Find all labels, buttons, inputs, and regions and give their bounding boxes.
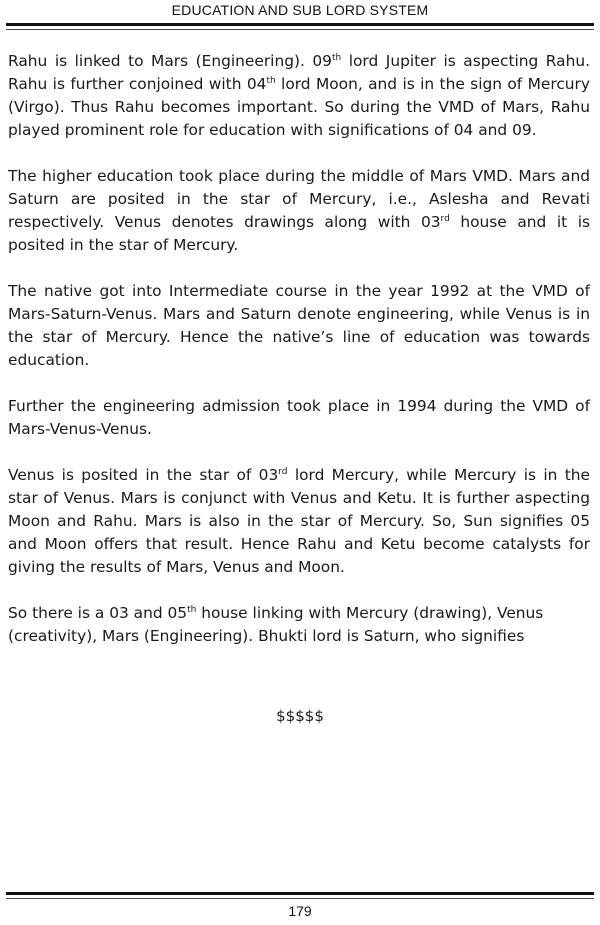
text-span: Further the engineering admission took place in 1994 during the VMD of Mars-Venus-Venus. bbox=[8, 397, 590, 438]
header-rule-thick bbox=[6, 23, 594, 26]
paragraph-house-linking bbox=[8, 602, 590, 648]
paragraph-higher-education bbox=[8, 165, 590, 257]
text-span: So there is a 03 and 05 bbox=[8, 604, 188, 622]
text-span: Venus is posited in the star of 03 bbox=[8, 466, 279, 484]
text-span: Rahu is linked to Mars (Engineering). 09 bbox=[8, 52, 332, 70]
text-span: lord Moon, and is in the sign of Mercury (Virgo). Thus Rahu becomes important. So during the VMD of Mars, Rahu played prominent role for education with significations of 04 and 09. bbox=[8, 75, 590, 139]
ordinal-superscript: th bbox=[266, 75, 276, 86]
section-end-mark: $$$$$ bbox=[276, 707, 324, 725]
running-header-title: EDUCATION AND SUB LORD SYSTEM bbox=[171, 2, 429, 18]
paragraph-intermediate-course bbox=[8, 280, 590, 372]
page-number: 179 bbox=[288, 903, 312, 919]
ordinal-superscript: th bbox=[331, 52, 342, 63]
paragraph-rahu-linked bbox=[8, 50, 590, 142]
paragraph-venus-posited bbox=[8, 464, 590, 579]
text-span: house and it is posited in the star of Mercury. bbox=[8, 213, 590, 254]
body-text bbox=[8, 50, 590, 671]
ordinal-superscript: th bbox=[187, 604, 197, 615]
footer-rule-thin bbox=[6, 898, 594, 899]
header-rule-thin bbox=[6, 29, 594, 30]
ordinal-superscript: rd bbox=[440, 213, 450, 224]
text-span: house linking with Mercury (drawing), Venus (creativity), Mars (Engineering). Bhukti lord is Saturn, who signifies bbox=[8, 604, 544, 645]
paragraph-engineering-admission bbox=[8, 395, 590, 441]
footer-rule-thick bbox=[6, 892, 594, 895]
text-span: lord Mercury, while Mercury is in the star of Venus. Mars is conjunct with Venus and Ketu. It is further aspecting Moon and Rahu. Mars is also in the star of Mercury. So, Sun signifies 05 and Moon offers that result. Hence Rahu and Ketu become catalysts for giving the results of Mars, Venus and Moon. bbox=[8, 466, 590, 576]
text-span: The native got into Intermediate course in the year 1992 at the VMD of Mars-Saturn-Venus. Mars and Saturn denote engineering, while Venus is in the star of Mercury. Hence the native’s line of education was towards education. bbox=[8, 282, 590, 369]
text-span: The higher education took place during the middle of Mars VMD. Mars and Saturn are posited in the star of Mercury, i.e., Aslesha and Revati respectively. Venus denotes drawings along with 03 bbox=[8, 167, 590, 231]
ordinal-superscript: rd bbox=[278, 466, 288, 477]
text-span: lord Jupiter is aspecting Rahu. Rahu is further conjoined with 04 bbox=[8, 52, 590, 93]
